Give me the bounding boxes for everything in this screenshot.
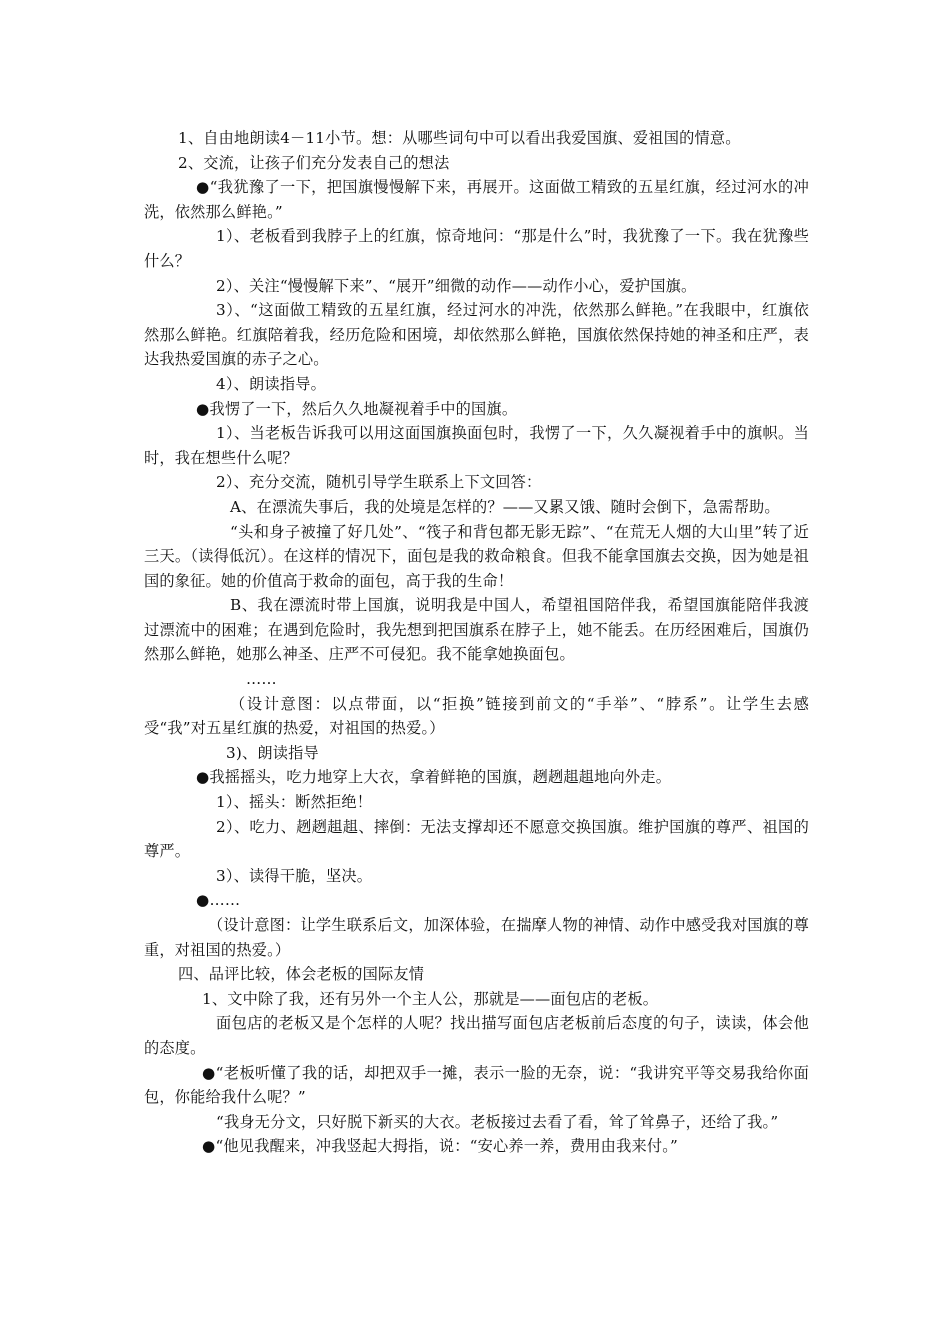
paragraph: 1）、老板看到我脖子上的红旗，惊奇地问：“那是什么”时，我犹豫了一下。我在犹豫些什么？ (144, 227, 809, 270)
paragraph: 四、品评比较，体会老板的国际友情 (178, 965, 425, 984)
paragraph: ●我愣了一下，然后久久地凝视着手中的国旗。 (196, 399, 518, 418)
paragraph: （设计意图：让学生联系后文，加深体验，在揣摩人物的神情、动作中感受我对国旗的尊重，对祖国的热爱。） (144, 916, 809, 959)
paragraph: 1、自由地朗读4－11小节。想：从哪些词句中可以看出我爱国旗、爱祖国的情意。 (178, 129, 741, 147)
paragraph: 1）、摇头：断然拒绝！ (216, 793, 373, 812)
paragraph: A、在漂流失事后，我的处境是怎样的？——又累又饿、随时会倒下，急需帮助。 (230, 497, 780, 516)
paragraph: 2）、充分交流，随机引导学生联系上下文回答： (216, 473, 542, 492)
paragraph: 3）、“这面做工精致的五星红旗，经过河水的冲洗，依然那么鲜艳。”在我眼中，红旗依然那么鲜艳。红旗陪着我，经历危险和困境，却依然那么鲜艳，国旗依然保持她的神圣和庄严，表达我热爱国旗的赤子之心。 (144, 301, 809, 369)
paragraph: ●“他见我醒来，冲我竖起大拇指，说：“安心养一养，费用由我来付。” (202, 1137, 678, 1156)
paragraph: 2、交流，让孩子们充分发表自己的想法 (178, 153, 450, 172)
paragraph: …… (246, 670, 277, 689)
paragraph: 2）、关注“慢慢解下来”、“展开”细微的动作——动作小心，爱护国旗。 (216, 276, 697, 295)
document-body (144, 126, 809, 1159)
paragraph: ●我摇摇头，吃力地穿上大衣，拿着鲜艳的国旗，趔趔趄趄地向外走。 (196, 768, 672, 787)
paragraph: 4）、朗读指导。 (216, 374, 326, 393)
paragraph: B、我在漂流时带上国旗，说明我是中国人，希望祖国陪伴我，希望国旗能陪伴我渡过漂流中的困难；在遇到危险时，我先想到把国旗系在脖子上，她不能丢。在历经困难后，国旗仍然那么鲜艳，她那么神圣、庄严不可侵犯。我不能拿她换面包。 (144, 596, 809, 664)
paragraph: 3）、读得干脆，坚决。 (216, 866, 373, 885)
paragraph: 1、文中除了我，还有另外一个主人公，那就是——面包店的老板。 (202, 989, 659, 1008)
paragraph: 3)、朗读指导 (226, 743, 319, 762)
paragraph: “头和身子被撞了好几处”、“筏子和背包都无影无踪”、“在荒无人烟的大山里”转了近三天。（读得低沉）。在这样的情况下，面包是我的救命粮食。但我不能拿国旗去交换，因为她是祖国的象征。她的价值高于救命的面包，高于我的生命！ (144, 522, 809, 590)
paragraph: ●“老板听懂了我的话，却把双手一摊，表示一脸的无奈，说：“我讲究平等交易我给你面包，你能给我什么呢？” (144, 1063, 809, 1107)
paragraph: ●“我犹豫了一下，把国旗慢慢解下来，再展开。这面做工精致的五星红旗，经过河水的冲洗，依然那么鲜艳。” (144, 178, 809, 221)
paragraph: ●…… (196, 891, 241, 910)
paragraph: 面包店的老板又是个怎样的人呢？找出描写面包店老板前后态度的句子，读读，体会他的态度。 (144, 1014, 809, 1057)
paragraph: 2）、吃力、趔趔趄趄、摔倒：无法支撑却还不愿意交换国旗。维护国旗的尊严、祖国的尊严。 (144, 817, 809, 861)
paragraph: （设计意图：以点带面，以“拒换”链接到前文的“手举”、“脖系”。让学生去感受“我”对五星红旗的热爱，对祖国的热爱。） (144, 694, 809, 738)
paragraph: 1）、当老板告诉我可以用这面国旗换面包时，我愣了一下，久久凝视着手中的旗帜。当时，我在想些什么呢？ (144, 424, 809, 467)
paragraph: “我身无分文，只好脱下新买的大衣。老板接过去看了看，耸了耸鼻子，还给了我。” (216, 1112, 779, 1131)
